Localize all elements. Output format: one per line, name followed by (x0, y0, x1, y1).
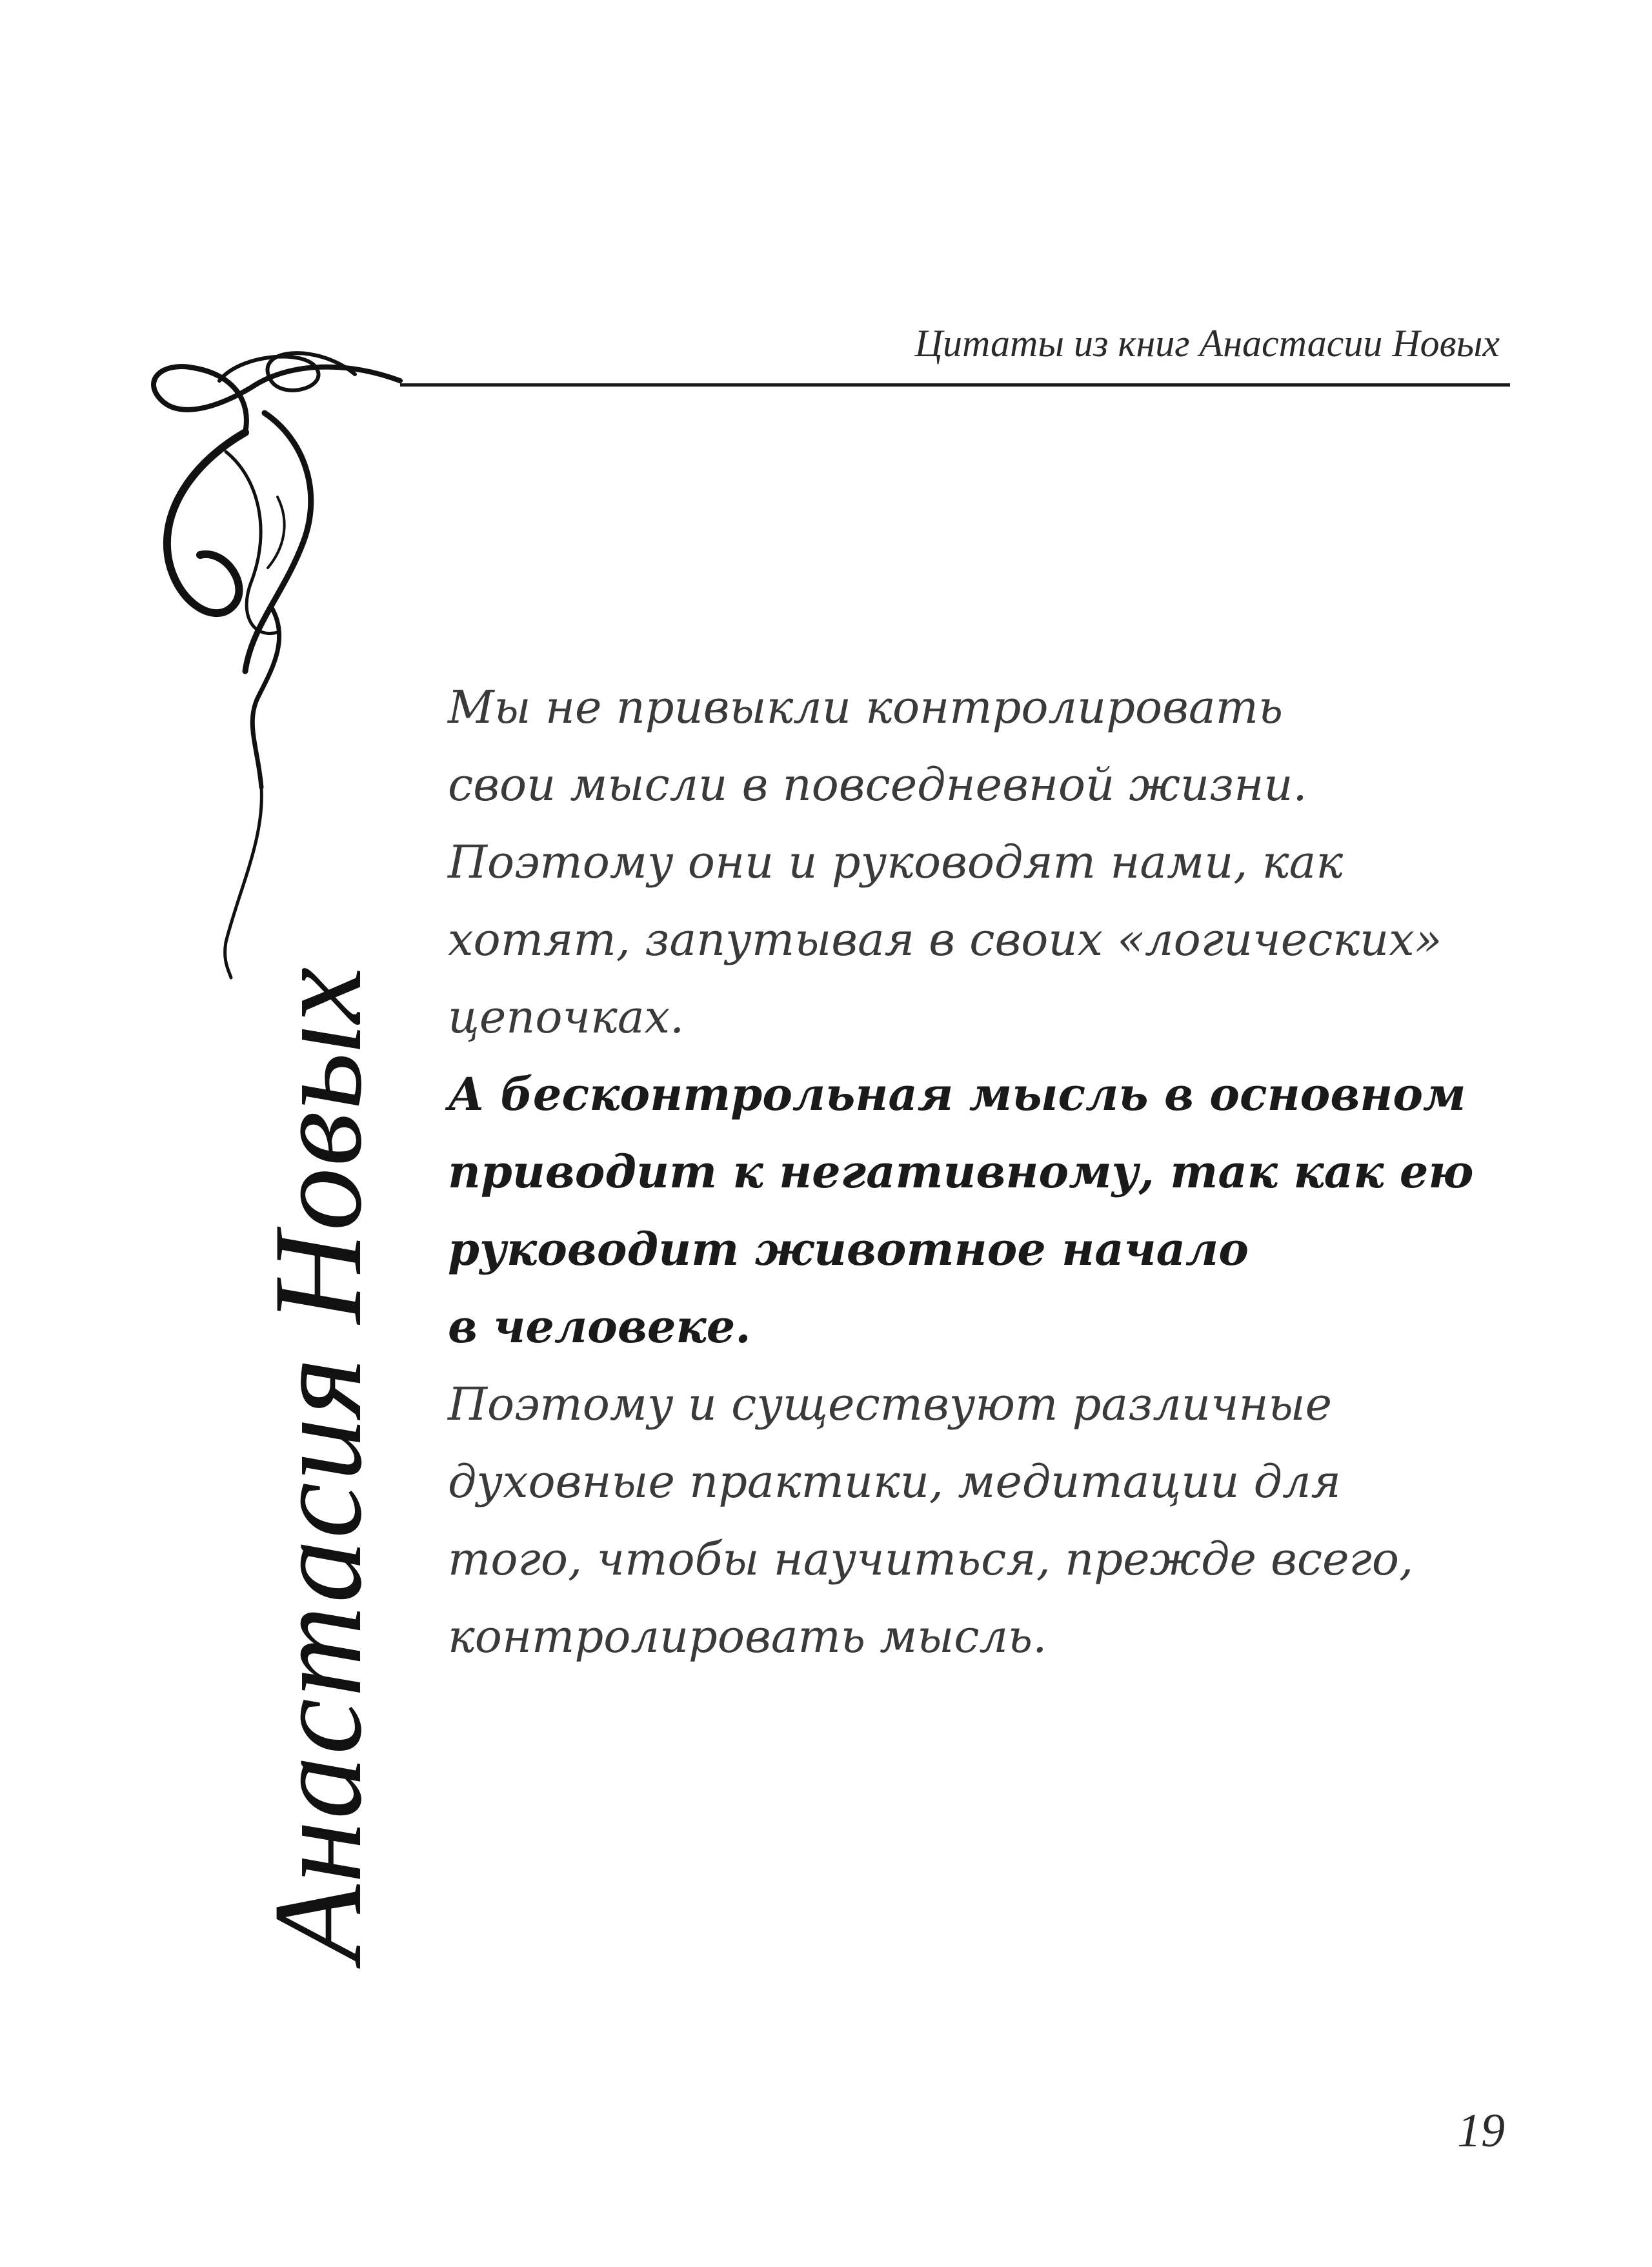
quote-line: духовные практики, медитации для (448, 1455, 1341, 1508)
running-head-title: Цитаты из книг Анастасии Новых (914, 322, 1500, 365)
author-name-vertical: Анастасия Новых (248, 965, 388, 1962)
quote-line-bold: руководит животное начало (448, 1222, 1249, 1276)
quote-line-bold: А бесконтрольная мысль в основном (448, 1067, 1466, 1121)
page-number: 19 (1457, 2104, 1505, 2157)
quote-block (448, 669, 1474, 1675)
quote-line: Поэтому они и руководят нами, как (448, 836, 1344, 889)
quote-line-bold: в человеке. (448, 1300, 751, 1353)
quote-line: Поэтому и существуют различные (448, 1378, 1333, 1431)
quote-line: Мы не привыкли контролировать (448, 681, 1284, 734)
quote-line: свои мысли в повседневной жизни. (448, 758, 1307, 811)
quote-line: того, чтобы научиться, прежде всего, (448, 1533, 1414, 1586)
calligraphic-flourish-ornament (123, 336, 407, 981)
quote-line: цепочках. (448, 991, 685, 1043)
quote-line: контролировать мысль. (448, 1610, 1047, 1663)
quote-line: хотят, запутывая в своих «логических» (448, 913, 1442, 966)
quote-line-bold: приводит к негативному, так как ею (448, 1145, 1474, 1198)
header-rule (400, 383, 1510, 387)
